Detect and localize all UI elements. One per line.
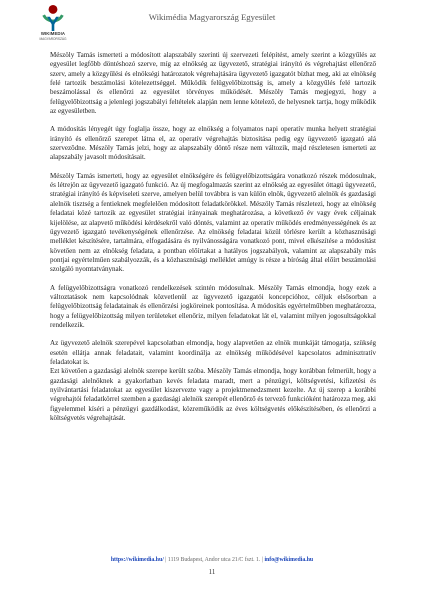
- wikimedia-logo: [33, 4, 73, 50]
- logo-subtitle: MAGYARORSZÁG: [39, 36, 67, 41]
- footer-separator: |: [260, 557, 265, 563]
- footer-website-link[interactable]: https://wikimedia.hu/: [110, 557, 164, 563]
- paragraph: Mészöly Tamás ismerteti a módosított alapszabály szerinti új szervezeti felépítést, amely szerint a közgyűlés az egyesület legfőbb döntéshozó szerve, míg az elnökség az ügyvezető, stratégiai irányító és végrehajtást ellenőrző szerv, amely a közgyűlési és elnökségi határozatok végrehajtására ügyvezető igazgatót bízhat meg, aki az elnökség felé tartozik beszámolási kötelezettséggel. Működik felügyelőbizottság is, amely a közgyűlés felé tartozik beszámolással és ellenőrzi az egyesület törvényes működését. Mészöly Tamás megjegyzi, hogy a felügyelőbizottság a jelenlegi jogszabályi feltételek alapján nem lenne kötelező, de helyesnek tartja, hogy működik az egyesületben.: [50, 51, 376, 116]
- footer-address: 1119 Budapest, Andor utca 21/C fszt. 1.: [167, 557, 261, 563]
- paragraph: Mészöly Tamás ismerteti, hogy az egyesület elnökségére és felügyelőbizottságára vonatkozó részek módosulnak, és létrejön az ügyvezető igazgató funkció. Az új megfogalmazás szerint az elnökség az egyesület óttagú ügyvezető, stratégiai irányító és képviseleti szerve, amelyen belül továbbra is van külön elnök, ügyvezető alelnök és gazdasági alelnök tisztség a fentieknek megfelelően módosított feladatkörökkel. Mészöly Tamás részletezi, hogy az elnökség feladatai közé tartozik az egyesület stratégiai irányainak meghatározása, a következő év vagy évek céljainak kijelölése, az alapvető működési kérdésekről való döntés, valamint az operatív működés eredményességének és az ügyvezető igazgató tevékenységének ellenőrzése. Az elnökség feladatai közül törlésre került a közhasznúsági melléklet készítésére, tartalmára, elfogadására és nyilvánosságára vonatkozó pont, mivel elkészítése a módosítást követően nem az elnökség feladata, a pontban előírtakat a hatályos jogszabályok, valamint az alapszabály más pontjai egyértelműen szabályozzák, és a közhasznúsági melléklet amúgy is része a bíróság által előírt beszámolási szolgáló nyomtatványnak.: [50, 171, 376, 274]
- paragraph: Az ügyvezető alelnök szerepével kapcsolatban elmondja, hogy alapvetően az elnök munkáját támogatja, szükség esetén ellátja annak feladatait, valamint koordinálja az elnökség működésével kapcsolatos adminisztratív feladatokat is.: [50, 339, 376, 366]
- paragraph: A felügyelőbizottságra vonatkozó rendelkezések szintén módosulnak. Mészöly Tamás elmondja, hogy ezek a változtatások nem kapcsolódnak közvetlenül az ügyvezető igazgatói koncepcióhoz, céljuk elsősorban a felügyelőbizottság feladatainak és ellenőrzési jogköreinek pontosítása. A módosítás egyértelműbben meghatározza, hogy a felügyelőbizottság milyen területeket ellenőriz, milyen feladatokat lát el, valamint milyen jogosultságokkal rendelkezik.: [50, 283, 376, 329]
- org-header: Wikimédia Magyarország Egyesület: [148, 12, 276, 22]
- page-number: 11: [208, 568, 216, 576]
- paragraph: A módosítás lényegét úgy foglalja össze, hogy az elnökség a folyamatos napi operatív munka helyett stratégiai irányító és ellenőrző szerepet látna el, az operatív végrehajtás biztosítása pedig egy ügyvezető igazgató alá szervezõdne. Mészöly Tamás jelzi, hogy az alapszabály döntő része nem változik, majd részletesen ismerteti az alapszabály javasolt módosításait.: [50, 125, 376, 162]
- footer-separator: |: [163, 557, 168, 563]
- footer: [0, 557, 424, 563]
- footer-email-link[interactable]: info@wikimedia.hu: [264, 557, 314, 563]
- logo-title: WIKIMEDIA: [40, 31, 66, 36]
- document-body: [50, 51, 376, 432]
- paragraph: Ezt követően a gazdasági alelnök szerepe került szóba. Mészöly Tamás elmondja, hogy korábban felmerült, hogy a gazdasági alelnöknek a gyakorlatban kevés feladata maradt, mert a pénzügyi, költségvetési, kifizetési és nyilvántartási feladatokat az egyesület kiszervezte vagy a projektmenedzsment kezelte. Az új szerep a korábbi végrehajtói feladatkörrel szemben a gazdasági alelnök szerepét ellenőrző és tervező funkcióként határozza meg, aki figyelemmel kíséri a pénzügyi gazdálkodást, közreműködik az éves költségvetés előkészítésében, és ellenőrzi a költségvetés végrehajtását.: [50, 367, 376, 423]
